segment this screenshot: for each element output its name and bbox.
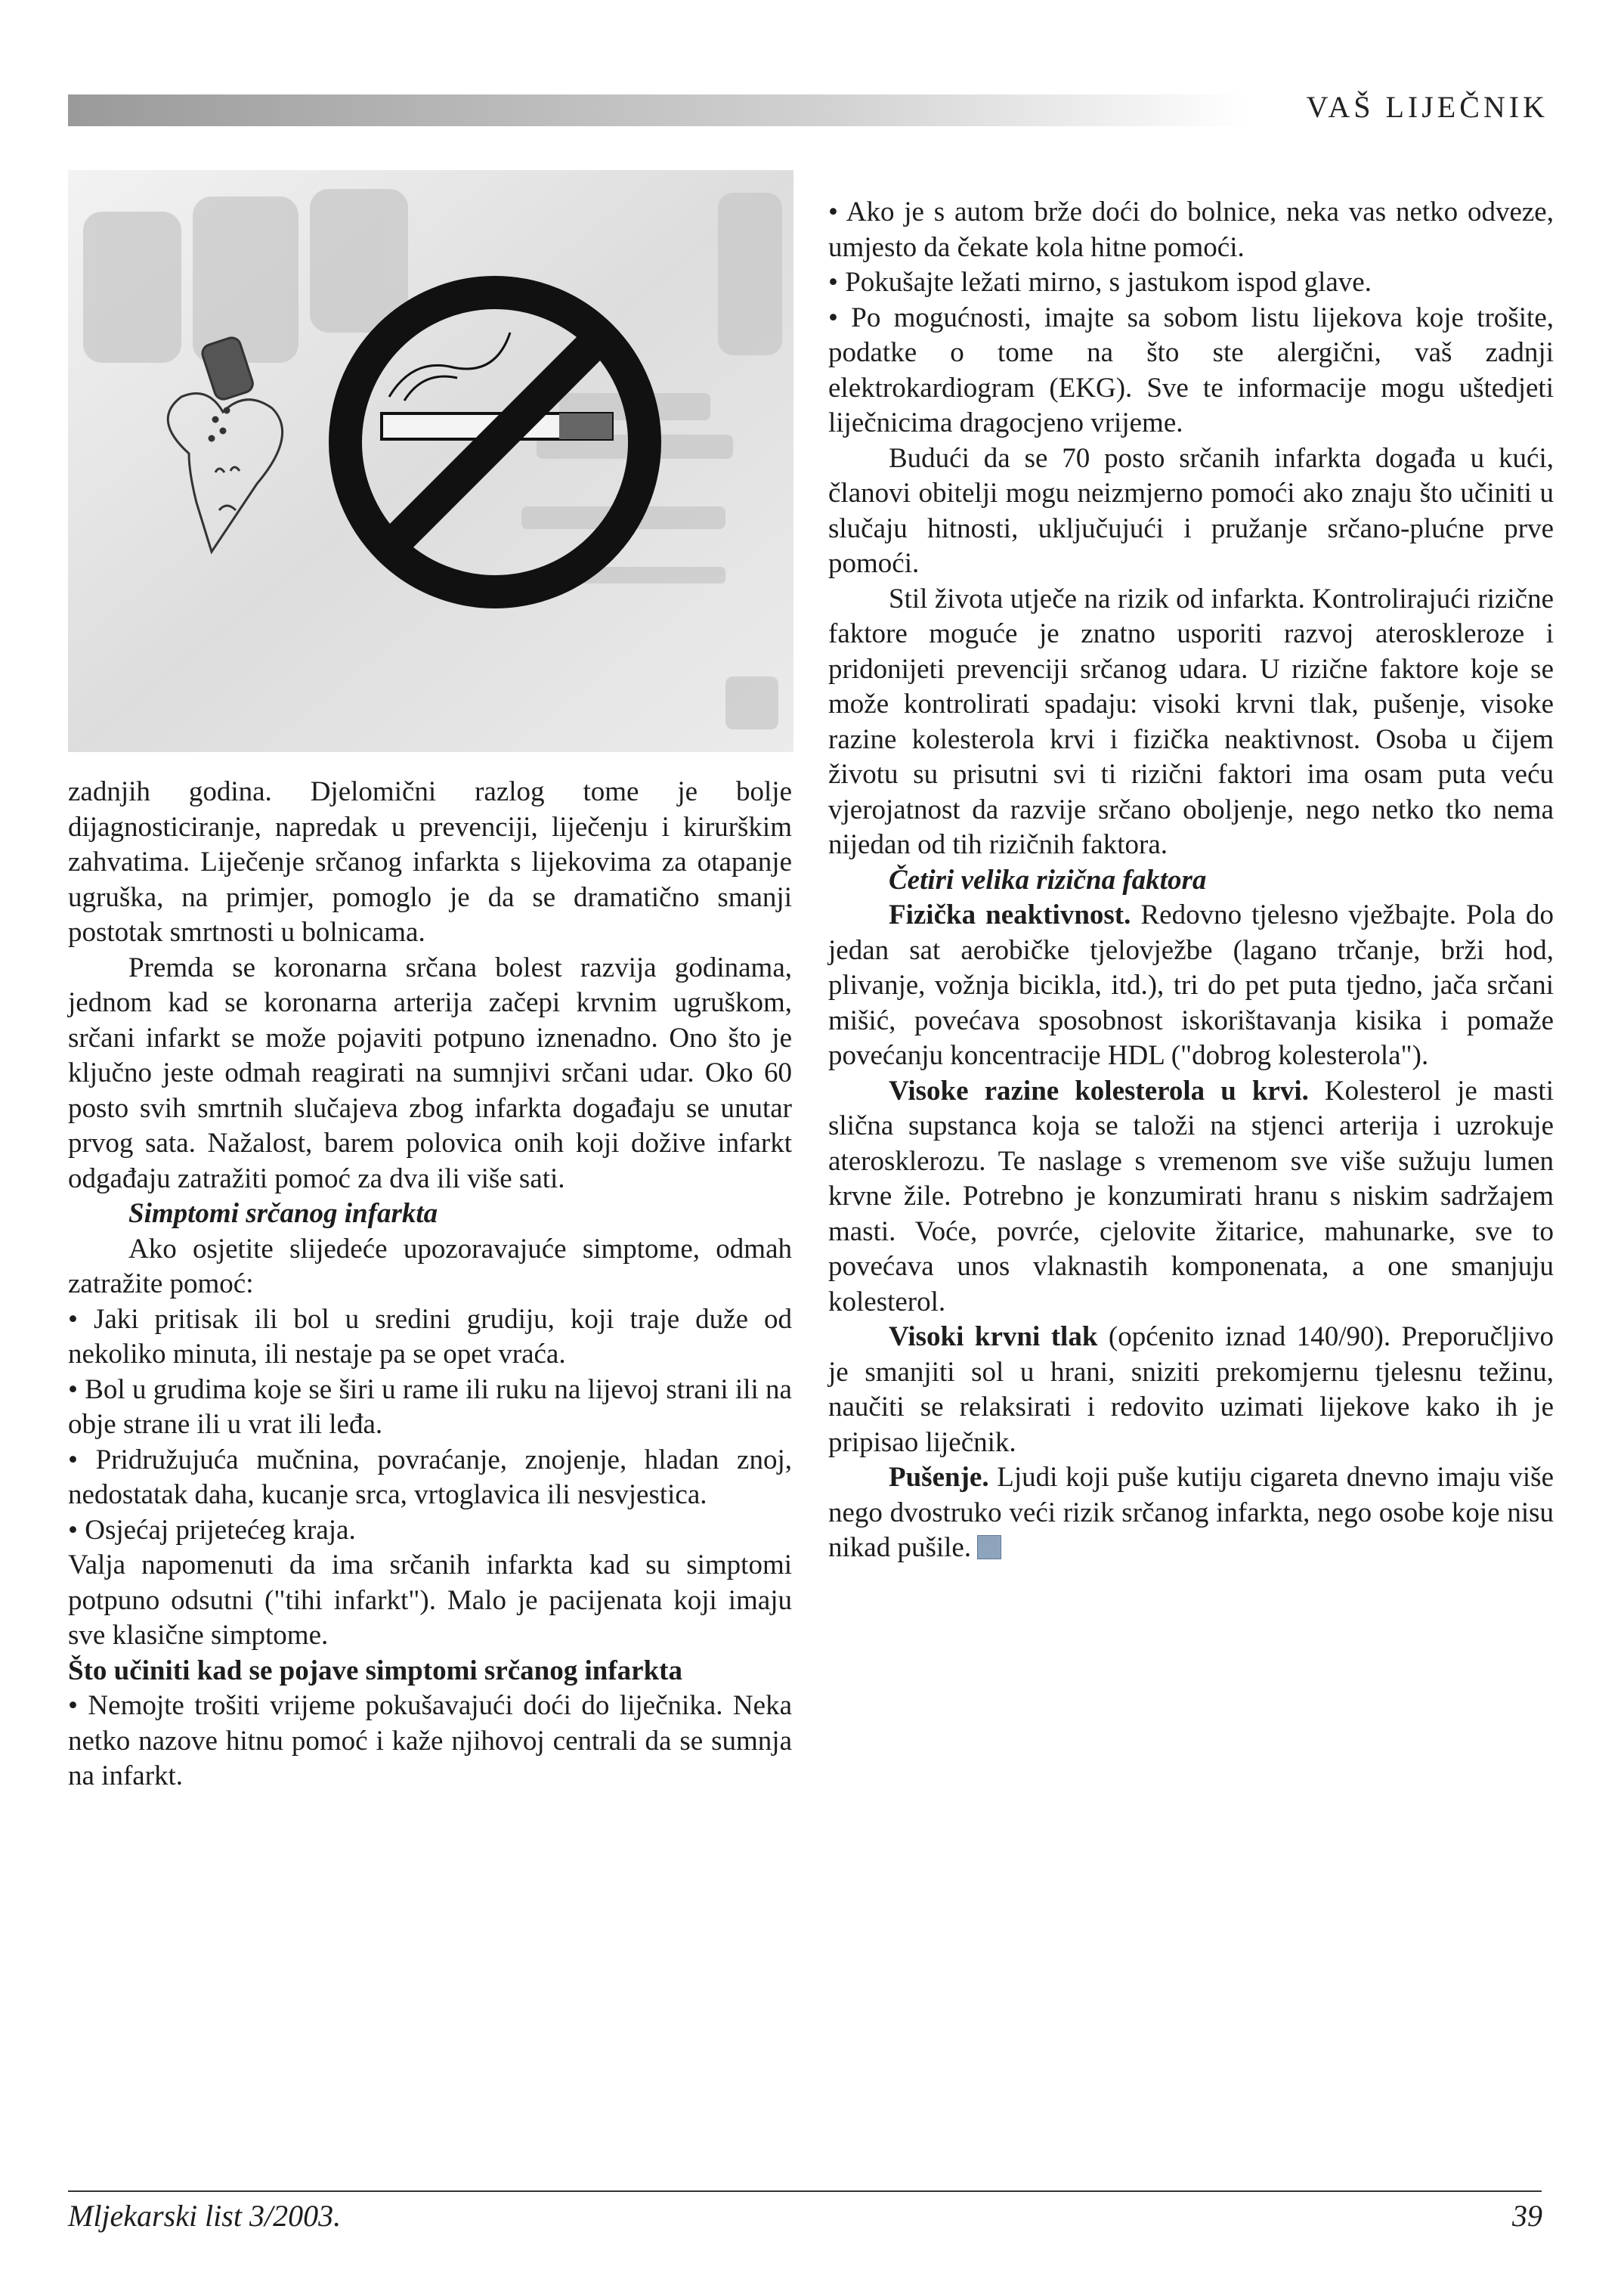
paragraph: Valja napomenuti da ima srčanih infarkta kad su simptomi potpuno odsutni ("tihi infarkt"). Malo je pacijenata koji imaju sve klasične simptome. <box>68 1549 792 1651</box>
article-illustration <box>68 170 793 752</box>
paragraph: Budući da se 70 posto srčanih infarkta događa u kući, članovi obitelji mogu neizmjerno pomoći ako znaju što učiniti u slučaju hitnosti, uključujući i pružanje srčano-plućne prve pomoći. <box>828 442 1554 579</box>
list-item: • Jaki pritisak ili bol u sredini grudiju, koji traje duže od nekoliko minuta, ili nestaje pa se opet vraća. <box>68 1302 792 1373</box>
subheading-risk-factors: Četiri velika rizična faktora <box>889 864 1207 896</box>
list-item: • Ako je s autom brže doći do bolnice, neka vas netko odveze, umjesto da čekate kola hitne pomoći. <box>828 195 1554 265</box>
list-item: • Bol u grudima koje se širi u rame ili ruku na lijevoj strani ili na obje strane ili u vrat ili leđa. <box>68 1373 792 1443</box>
paragraph-text: Ljudi koji puše kutiju cigareta dnevno imaju više nego dvostruko veći rizik srčanog infarkta, nego osobe koje nisu nikad pušile. <box>828 1462 1554 1563</box>
right-column <box>828 195 1554 1566</box>
paragraph <box>828 898 1554 1074</box>
paragraph: Premda se koronarna srčana bolest razvija godinama, jednom kad se koronarna arterija začepi krvnim ugruškom, srčani infarkt se može pojaviti potpuno iznenadno. Ono što je ključno jeste odmah reagirati na sumnjivi srčani udar. Oko 60 posto svih smrtnih slučajeva zbog infarkta događaju se unutar prvog sata. Nažalost, barem polovica onih koji dožive infarkt odgađaju zatražiti pomoć za dva ili više sati. <box>68 952 792 1194</box>
header-band <box>68 94 1247 126</box>
paragraph: zadnjih godina. Djelomični razlog tome je bolje dijagnosticiranje, napredak u prevenciji, liječenju i kirurškim zahvatima. Liječenje srčanog infarkta s lijekovima za otapanje ugruška, na primjer, pomoglo je da se dramatično smanji postotak smrtnosti u bolnicama. <box>68 776 792 948</box>
list-item: • Osjećaj prijetećeg kraja. <box>68 1513 792 1549</box>
left-column <box>68 775 792 1794</box>
paragraph: Stil života utječe na rizik od infarkta. Kontrolirajući rizične faktore moguće je znatno usporiti razvoj ateroskleroze i pridonijeti prevenciji srčanog udara. U rizične faktore koje se može kontrolirati spadaju: visoki krvni tlak, pušenje, visoke razine kolesterola krvi i fizička neaktivnost. Osoba u čijem životu su prisutni svi ti rizični faktori ima osam puta veću vjerojatnost da razvije srčano oboljenje, nego netko tko nema nijedan od tih rizičnih faktora. <box>828 583 1554 860</box>
section-title: VAŠ LIJEČNIK <box>1306 90 1548 124</box>
footer-journal: Mljekarski list 3/2003. <box>68 2199 342 2233</box>
paragraph: Ako osjetite slijedeće upozoravajuće simptome, odmah zatražite pomoć: <box>68 1233 792 1299</box>
runin-heading: Visoke razine kolesterola u krvi. <box>889 1075 1309 1107</box>
footer-rule <box>68 2190 1542 2192</box>
end-of-article-icon <box>977 1535 1001 1559</box>
paragraph-text: Kolesterol je masti slična supstanca koja se taloži na stjenci arterija i uzrokuje aterosklerozu. Te naslage s vremenom sve više sužuju lumen krvne žile. Potrebno je konzumirati hranu s niskim sadržajem masti. Voće, povrće, cjelovite žitarice, mahunarke, sve to povećava unos vlaknastih komponenata, a one smanjuju kolesterol. <box>828 1075 1554 1317</box>
page-number: 39 <box>1512 2199 1542 2233</box>
list-item: • Nemojte trošiti vrijeme pokušavajući doći do liječnika. Neka netko nazove hitnu pomoć i kaže njihovoj centrali da se sumnja na infarkt. <box>68 1689 792 1794</box>
list-item: • Pridružujuća mučnina, povraćanje, znojenje, hladan znoj, nedostatak daha, kucanje srca, vrtoglavica ili nesvjestica. <box>68 1443 792 1513</box>
list-item: • Po mogućnosti, imajte sa sobom listu lijekova koje trošite, podatke o tome na što ste alergični, vaš zadnji elektrokardiogram (EKG). Sve te informacije mogu uštedjeti liječnicima dragocjeno vrijeme. <box>828 301 1554 441</box>
runin-heading: Fizička neaktivnost. <box>889 899 1131 930</box>
paragraph-text: (općenito iznad 140/90). Preporučljivo je smanjiti sol u hrani, sniziti prekomjernu tjelesnu težinu, naučiti se relaksirati i redovito uzimati lijekove kako ih je pripisao liječnik. <box>828 1321 1554 1458</box>
runin-heading: Pušenje. <box>889 1462 989 1493</box>
paragraph <box>828 1074 1554 1320</box>
list-item: • Pokušajte ležati mirno, s jastukom ispod glave. <box>828 265 1554 301</box>
paragraph <box>828 1320 1554 1460</box>
paragraph <box>828 1460 1554 1566</box>
subheading-what-to-do: Što učiniti kad se pojave simptomi srčanog infarkta <box>68 1655 683 1686</box>
subheading-symptoms: Simptomi srčanog infarkta <box>128 1198 438 1229</box>
paragraph-text: Redovno tjelesno vježbajte. Pola do jedan sat aerobičke tjelovježbe (lagano trčanje, brži hod, plivanje, vožnja bicikla, itd.), tri do pet puta tjedno, jača srčani mišić, povećava sposobnost iskorištavanja kisika i pomaže povećanju koncentracije HDL ("dobrog kolesterola"). <box>828 899 1554 1071</box>
runin-heading: Visoki krvni tlak <box>889 1321 1098 1352</box>
